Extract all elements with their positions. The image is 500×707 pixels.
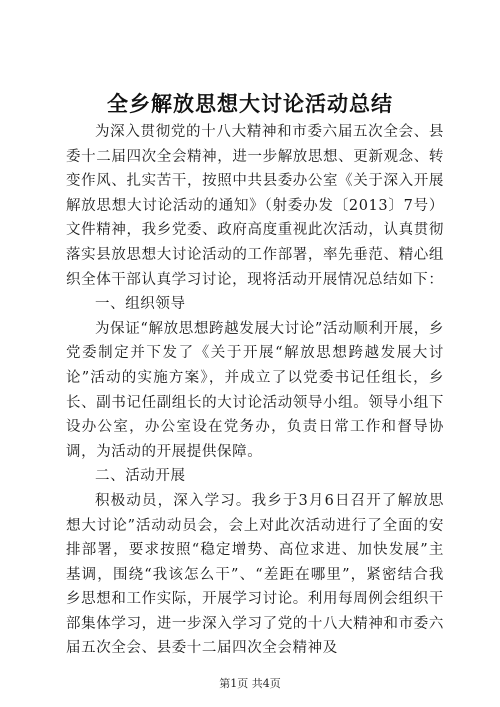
section-heading-organization: 一、组织领导 bbox=[95, 296, 186, 313]
intro-paragraph: 为深入贯彻党的十八大精神和市委六届五次全会、县委十二届四次全会精神，进一步解放思想、更新观念、转变作风、扎实苦干，按照中共县委办公室《关于深入开展解放思想大讨论活动的通知》（射委办发〔2013〕7号）文件精神，我乡党委、政府高度重视此次活动，认真贯彻落实县放思想大讨论活动的工作部署，率先垂范、精心组织全体干部认真学习讨论，现将活动开展情况总结如下： bbox=[66, 124, 444, 288]
page-title: 全乡解放思想大讨论活动总结 bbox=[107, 91, 393, 116]
document-body bbox=[66, 120, 444, 661]
page-footer: 第1页 共4页 bbox=[219, 677, 281, 690]
activities-paragraph: 积极动员，深入学习。我乡于3月6日召开了解放思想大讨论”活动动员会，会上对此次活动进行了全面的安排部署，要求按照“稳定增势、高位求进、加快发展”主基调，围绕“我该怎么干”、“差距在哪里”，紧密结合我乡思想和工作实际，开展学习讨论。利用每周例会组织干部集体学习，进一步深入学习了党的十八大精神和市委六届五次全会、县委十二届四次全会精神及 bbox=[66, 492, 444, 657]
organization-paragraph: 为保证“解放思想跨越发展大讨论”活动顺利开展，乡党委制定并下发了《关于开展“解放思想跨越发展大讨论”活动的实施方案》，并成立了以党委书记任组长，乡长、副书记任副组长的大讨论活动领导小组。领导小组下设办公室，办公室设在党务办，负责日常工作和督导协调，为活动的开展提供保障。 bbox=[66, 320, 444, 460]
section-heading-activities: 二、活动开展 bbox=[95, 468, 186, 485]
